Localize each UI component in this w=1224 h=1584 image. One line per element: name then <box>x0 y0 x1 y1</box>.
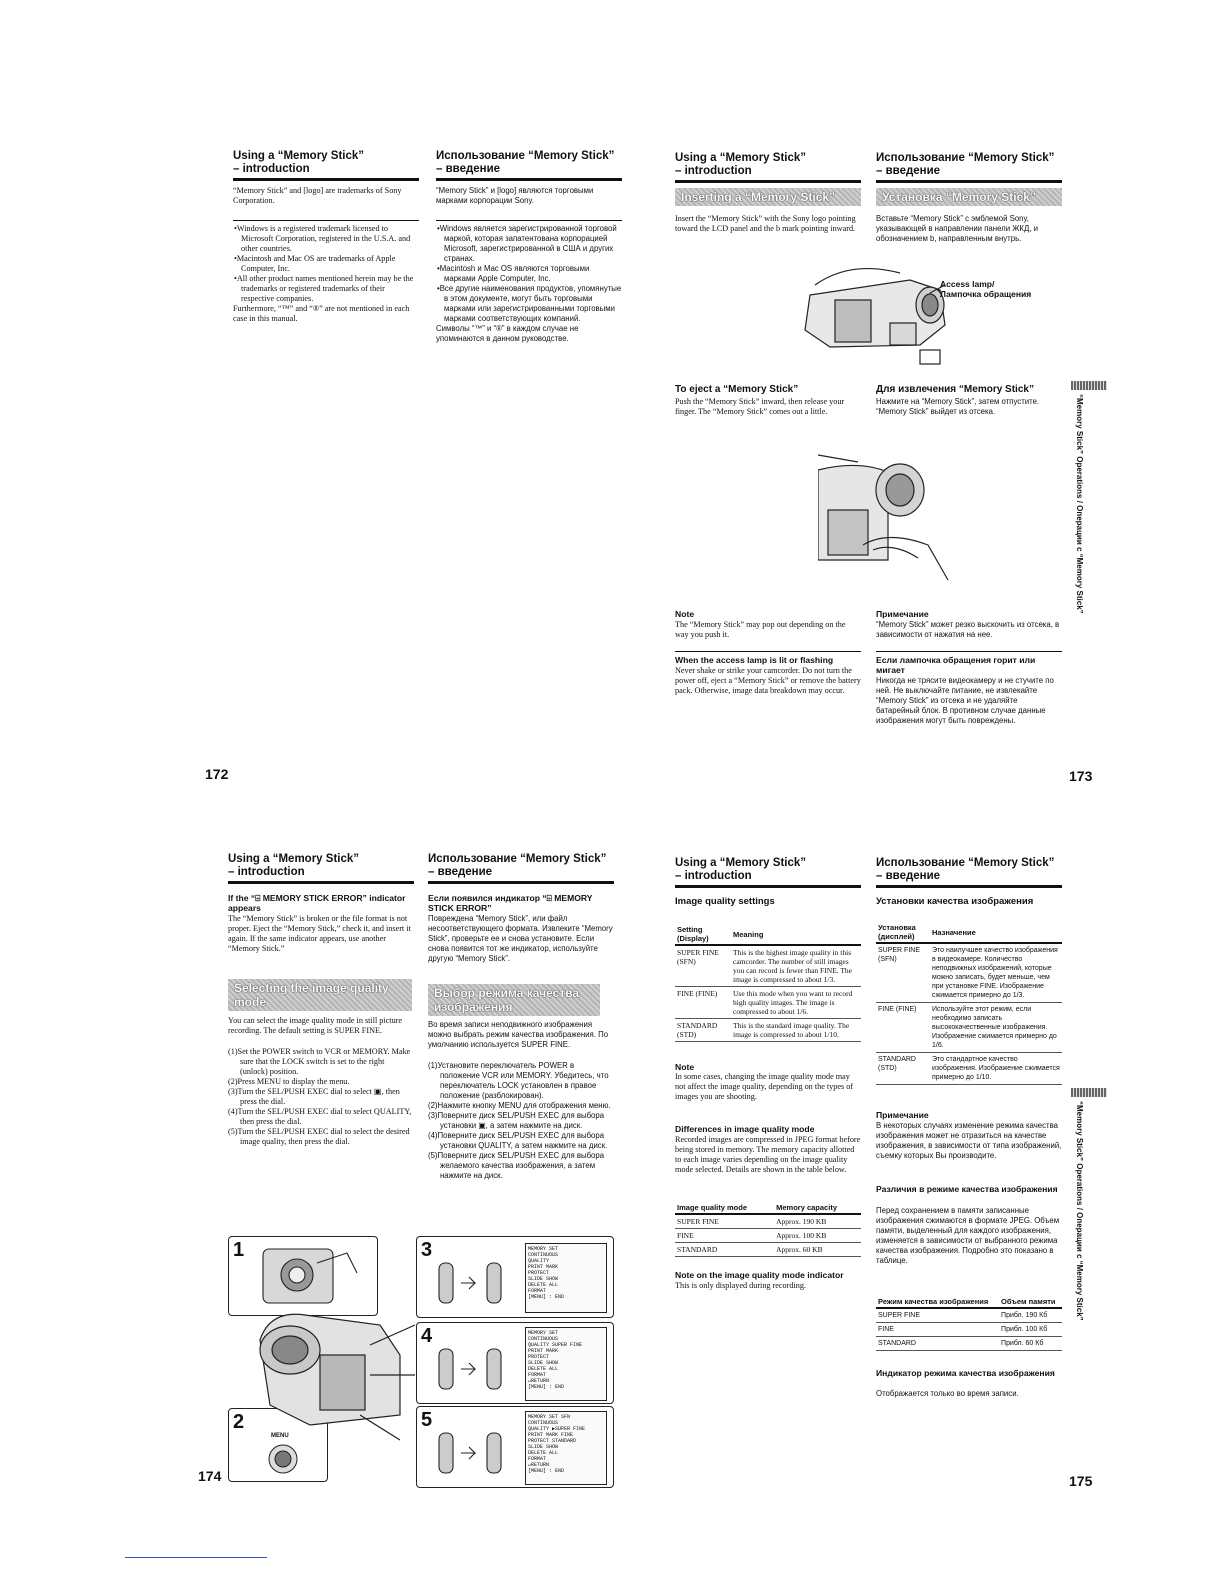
ru-insert-text: Вставьте “Memory Stick” с эмблемой Sony, указывающей в направлении панели ЖКД, и обозначением b, направленным внутрь. <box>876 214 1038 243</box>
ru-intro: Во время записи неподвижного изображения можно выбрать режим качества изображения. По умолчанию используется SUPER FINE. <box>428 1020 609 1049</box>
ru-heading: Использование “Memory Stick” – введение <box>876 152 1055 177</box>
list-item: •Macintosh и Mac OS являются торговыми марками Apple Computer, Inc. <box>437 264 590 283</box>
section-band: Выбор режима качества изображения <box>428 984 600 1016</box>
en-intro: You can select the image quality mode in still picture recording. The default setting is SUPER FINE. <box>228 1016 403 1035</box>
table-row: STANDARD Approx. 60 KB <box>675 1243 861 1257</box>
figure-step-4 <box>416 1322 614 1404</box>
ru-error-title: Если появился индикатор “⌹ MEMORY STICK ERROR” <box>428 893 593 913</box>
ru-note-title: Примечание <box>876 1110 929 1120</box>
ru-diff-title: Различия в режиме качества изображения <box>876 1184 1058 1194</box>
camcorder-eject-illustration <box>818 450 968 590</box>
lcd-menu-screen: MEMORY SET CONTINUOUS QUALITY PRINT MARK PROTECT SLIDE SHOW DELETE ALL FORMAT [MENU] : END <box>525 1243 607 1313</box>
table-row: FINE Прибл. 100 Кб <box>876 1323 1062 1337</box>
table-row: FINE (FINE) Use this mode when you want to record high quality images. The image is compressed to about 1/6. <box>675 987 861 1019</box>
list-item: •Macintosh and Mac OS are trademarks of Apple Computer, Inc. <box>234 254 396 273</box>
en-note-text: The “Memory Stick” may pop out depending on the way you push it. <box>675 620 846 639</box>
step-number: 3 <box>421 1239 433 1261</box>
section-band: Selecting the image quality mode <box>228 979 412 1011</box>
en-heading: Using a “Memory Stick” – introduction <box>675 152 807 177</box>
list-item: •All other product names mentioned herein may be the trademarks or registered trademarks of their respective companies. <box>234 274 414 303</box>
en-indicator-title: Note on the image quality mode indicator <box>675 1270 844 1280</box>
table-row: SUPER FINE (SFN) Это наилучшее качество изображения в видеокамере. Количество неподвижных изображений, которые можно записать, будет меньше, чем при установке FINE. Изображение сжимается примерно до 1/3. <box>876 943 1062 1003</box>
camcorder-menu-illustration <box>250 1285 420 1445</box>
step-item: (5)Turn the SEL/PUSH EXEC dial to select the desired image quality, then press the dial. <box>228 1127 410 1146</box>
en-error-text: The “Memory Stick” is broken or the file format is not proper. Eject the “Memory Stick,” check it, and insert it again. If the same indicator appears, use another “Memory Stick.” <box>228 914 411 953</box>
en-eject-title: To eject a “Memory Stick” <box>675 384 799 395</box>
step-number: 2 <box>233 1411 245 1433</box>
lcd-menu-screen: MEMORY SET CONTINUOUS QUALITY SUPER FINE PRINT MARK PROTECT SLIDE SHOW DELETE ALL FORMAT ↵RETURN [MENU] : END <box>525 1327 607 1401</box>
en-note-title: Note <box>675 609 695 619</box>
ru-quality-table: Установка (дисплей) Назначение SUPER FINE (SFN) Это наилучшее качество изображения в видеокамере. Количество неподвижных изображений, которые можно записать, будет меньше, чем при установке FINE. Изображение сжимается примерно до 1/3. FINE (FINE) Используйте этот режим, если необходимо записать высококачественные изображения. Изображение сжимается примерно до 1/6. STANDARD (STD) Это стандартное качество изображения. Изображение сжимается примерно до 1/10. <box>876 922 1062 1085</box>
footer-link-line <box>125 1557 267 1558</box>
en-error-title: If the “⌹ MEMORY STICK ERROR” indicator appears <box>228 893 406 913</box>
step-item: (5)Поверните диск SEL/PUSH EXEC для выбора желаемого качества изображения, а затем нажмите на диск. <box>428 1151 605 1180</box>
en-lamp-text: Never shake or strike your camcorder. Do not turn the power off, eject a “Memory Stick” or remove the battery pack. Otherwise, image data breakdown may occur. <box>675 666 861 695</box>
side-tab-marker <box>1071 381 1107 390</box>
table-row: STANDARD (STD) Это стандартное качество изображения. Изображение сжимается примерно до 1/10. <box>876 1053 1062 1085</box>
ru-eject-text: Нажмите на “Memory Stick”, затем отпустите. “Memory Stick” выйдет из отсека. <box>876 397 1040 416</box>
ru-trademark-list <box>436 224 622 344</box>
step-number: 5 <box>421 1409 433 1431</box>
camcorder-insert-illustration <box>790 255 970 375</box>
step-number: 1 <box>233 1239 245 1261</box>
en-memory-table: Image quality mode Memory capacity SUPER FINE Approx. 190 KB FINE Approx. 100 KB STANDARD Approx. 60 KB <box>675 1202 861 1257</box>
ru-note-title: Примечание <box>876 609 929 619</box>
ru-lamp-title: Если лампочка обращения горит или мигает <box>876 655 1036 675</box>
en-trademark-list <box>233 224 419 324</box>
step-item: (1)Set the POWER switch to VCR or MEMORY. Make sure that the LOCK switch is set to the right (unlock) position. <box>228 1047 411 1076</box>
table-row: FINE (FINE) Используйте этот режим, если необходимо записать высококачественные изображения. Изображение сжимается примерно до 1/6. <box>876 1003 1062 1053</box>
section-band: Inserting a “Memory Stick” <box>675 188 861 206</box>
step-item: (4)Turn the SEL/PUSH EXEC dial to select QUALITY, then press the dial. <box>228 1107 412 1126</box>
ru-indicator-text: Отображается только во время записи. <box>876 1389 1019 1398</box>
table-row: STANDARD Прибл. 60 Кб <box>876 1337 1062 1351</box>
step-item: (1)Установите переключатель POWER в положение VCR или MEMORY. Убедитесь, что переключатель LOCK установлен в правое положение (разблокирован). <box>428 1061 609 1100</box>
en-eject-text: Push the “Memory Stick” inward, then release your finger. The “Memory Stick” comes out a little. <box>675 397 845 416</box>
ru-error-text: Повреждена “Memory Stick”, или файл несоответствующего формата. Извлеките “Memory Stick”, проверьте ее и снова установите. Если снова появится тот же индикатор, используйте другую “Memory Stick”. <box>428 914 613 963</box>
dial-press-icon <box>435 1425 515 1483</box>
ru-note-text: В некоторых случаях изменение режима качества изображения может не отразиться на качестве изображения, в зависимости от типа изображений, съемку которых Вы производите. <box>876 1121 1062 1160</box>
ru-eject-title: Для извлечения “Memory Stick” <box>876 384 1034 395</box>
table-row: SUPER FINE (SFN) This is the highest image quality in this camcorder. The number of still images you can record is fewer than FINE. The image is compressed to about 1/3. <box>675 945 861 987</box>
ru-section-title: Установки качества изображения <box>876 896 1034 907</box>
ru-memory-table: Режим качества изображения Объем памяти SUPER FINE Прибл. 190 Кб FINE Прибл. 100 Кб STANDARD Прибл. 60 Кб <box>876 1296 1062 1351</box>
dial-turn-icon <box>435 1341 515 1399</box>
en-section-title: Image quality settings <box>675 896 775 907</box>
side-tab-label: “Memory Stick” Operations / Операции с “Memory Stick” <box>1075 1101 1084 1321</box>
en-indicator-text: This is only displayed during recording. <box>675 1281 806 1290</box>
side-tab-label: “Memory Stick” Operations / Операции с “Memory Stick” <box>1075 394 1084 614</box>
ru-indicator-title: Индикатор режима качества изображения <box>876 1368 1055 1378</box>
menu-button-label: MENU <box>271 1433 289 1439</box>
figure-step-5 <box>416 1406 614 1488</box>
side-tab-marker <box>1071 1088 1107 1097</box>
page-number: 172 <box>205 766 229 782</box>
page-number: 175 <box>1069 1473 1093 1489</box>
step-item: (2)Press MENU to display the menu. <box>228 1077 350 1086</box>
en-heading: Using a “Memory Stick” – introduction <box>675 857 807 882</box>
ru-diff-text: Перед сохранением в памяти записанные изображения сжимаются в формате JPEG. Объем памяти, выделенный для каждого изображения, изменяется в зависимости от выбранного режима качества изображения. Подробно это показано в таблице. <box>876 1206 1060 1265</box>
ru-lamp-text: Никогда не трясите видеокамеру и не стучите по ней. Не выключайте питание, не извлекайте “Memory Stick” из отсека и не удаляйте батарейный блок. В противном случае данные изображения могут быть повреждены. <box>876 676 1054 725</box>
en-steps <box>228 1047 414 1147</box>
page-number: 174 <box>198 1468 222 1484</box>
step-item: (3)Turn the SEL/PUSH EXEC dial to select ▣, then press the dial. <box>228 1087 400 1106</box>
ru-note-text: “Memory Stick” может резко выскочить из отсека, в зависимости от нажатия на нее. <box>876 620 1060 639</box>
lcd-menu-screen: MEMORY SET SFN CONTINUOUS QUALITY ▶SUPER FINE PRINT MARK FINE PROTECT STANDARD SLIDE SHOW DELETE ALL FORMAT ↵RETURN [MENU] : END <box>525 1411 607 1485</box>
en-insert-text: Insert the “Memory Stick” with the Sony logo pointing toward the LCD panel and the b mark pointing inward. <box>675 214 856 233</box>
list-item: •Windows is a registered trademark licensed to Microsoft Corporation, registered in the U.S.A. and other countries. <box>234 224 411 253</box>
en-quality-table: Setting (Display) Meaning SUPER FINE (SFN) This is the highest image quality in this camcorder. The number of still images you can record is fewer than FINE. The image is compressed to about 1/3. FINE (FINE) Use this mode when you want to record high quality images. The image is compressed to about 1/6. STANDARD (STD) This is the standard image quality. The image is compressed to about 1/10. <box>675 924 861 1042</box>
en-diff-title: Differences in image quality mode <box>675 1124 815 1134</box>
dial-turn-icon <box>435 1255 515 1313</box>
table-row: SUPER FINE Прибл. 190 Кб <box>876 1308 1062 1323</box>
step-item: (2)Нажмите кнопку MENU для отображения меню. <box>428 1101 611 1110</box>
en-heading: Using a “Memory Stick” – introduction <box>233 150 365 175</box>
list-item: •Все другие наименования продуктов, упомянутые в этом документе, могут быть торговыми марками или зарегистрированными торговыми марками соответствующих компаний. <box>437 284 622 323</box>
step-item: (4)Поверните диск SEL/PUSH EXEC для выбора установки QUALITY, а затем нажмите на диск. <box>428 1131 608 1150</box>
step-number: 4 <box>421 1325 433 1347</box>
ru-symbols: Символы “™” и “®” в каждом случае не упоминаются в данном руководстве. <box>436 324 579 343</box>
en-furthermore: Furthermore, “™” and “®” are not mentioned in each case in this manual. <box>233 304 410 323</box>
table-row: STANDARD (STD) This is the standard image quality. The image is compressed to about 1/10. <box>675 1019 861 1042</box>
page-number: 173 <box>1069 768 1093 784</box>
table-row: FINE Approx. 100 KB <box>675 1229 861 1243</box>
section-band: Установка “Memory Stick” <box>876 188 1062 206</box>
ru-trademark: “Memory Stick” и [logo] являются торговыми марками корпорации Sony. <box>436 186 594 205</box>
figure-step-3 <box>416 1236 614 1318</box>
en-lamp-title: When the access lamp is lit or flashing <box>675 655 834 665</box>
en-trademark: “Memory Stick” and [logo] are trademarks of Sony Corporation. <box>233 186 402 205</box>
menu-button-icon <box>265 1441 301 1477</box>
table-row: SUPER FINE Approx. 190 KB <box>675 1214 861 1229</box>
access-lamp-label: Access lamp/ Лампочка обращения <box>940 279 1032 299</box>
en-heading: Using a “Memory Stick” – introduction <box>228 853 360 878</box>
step-item: (3)Поверните диск SEL/PUSH EXEC для выбора установки ▣, а затем нажмите на диск. <box>428 1111 605 1130</box>
ru-heading: Использование “Memory Stick” – введение <box>436 150 615 175</box>
en-note-text: In some cases, changing the image quality mode may not affect the image quality, depending on the types of images you are shooting. <box>675 1072 854 1101</box>
en-note-title: Note <box>675 1062 695 1072</box>
ru-heading: Использование “Memory Stick” – введение <box>876 857 1055 882</box>
en-diff-text: Recorded images are compressed in JPEG format before being stored in memory. The memory capacity allotted to each image varies depending on the image quality mode selected. Details are shown in the table below. <box>675 1135 861 1174</box>
ru-steps <box>428 1061 614 1181</box>
list-item: •Windows является зарегистрированной торговой маркой, которая запатентована корпорацией Microsoft, зарегистрированной в США и других странах. <box>437 224 617 263</box>
ru-heading: Использование “Memory Stick” – введение <box>428 853 607 878</box>
